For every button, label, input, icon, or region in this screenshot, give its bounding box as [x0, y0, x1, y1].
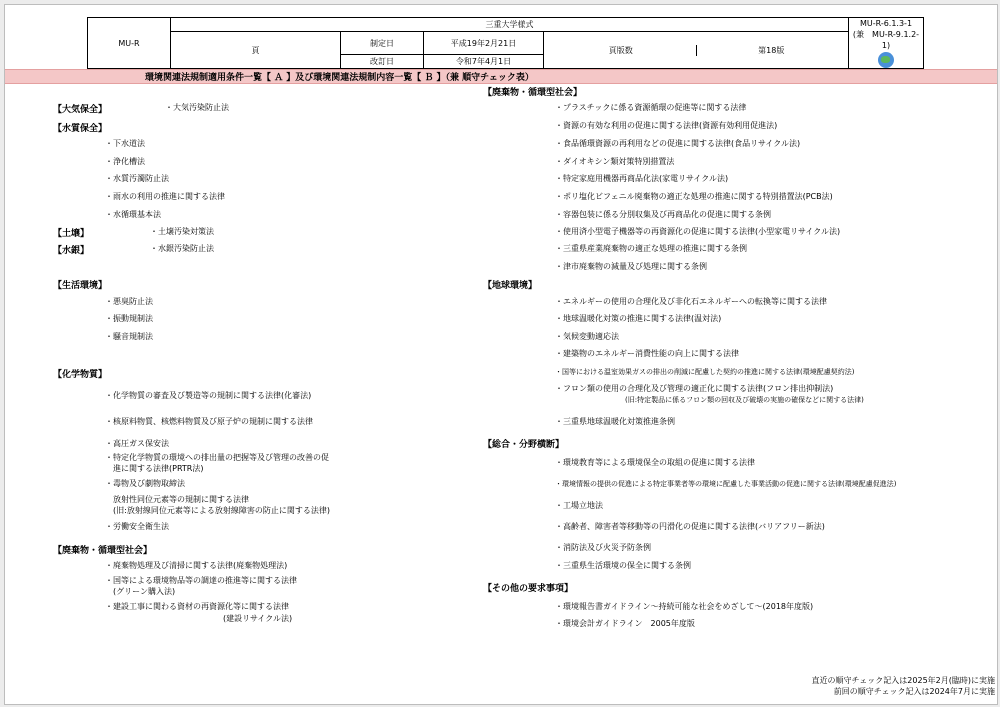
established-date: 平成19年2月21日: [424, 32, 544, 55]
water-law: ・浄化槽法: [105, 157, 145, 166]
water-law: ・雨水の利用の推進に関する法律: [105, 192, 225, 201]
waste-law: ・資源の有効な利用の促進に関する法律(資源有効利用促進法): [555, 121, 778, 130]
waste-law: ・廃棄物処理及び清掃に関する法律(廃棄物処理法): [105, 561, 288, 570]
water-heading: 【水質保全】: [53, 124, 108, 134]
living-heading: 【生活環境】: [53, 281, 108, 291]
living-law: ・振動規制法: [105, 314, 153, 323]
waste-law: ・ポリ塩化ビフェニル廃棄物の適正な処理の推進に関する特別措置法(PCB法): [555, 192, 833, 201]
chem-law: ・化学物質の審査及び製造等の規制に関する法律(化審法): [105, 391, 312, 400]
chem-law: ・毒物及び劇物取締法: [105, 479, 185, 488]
living-law: ・騒音規制法: [105, 332, 153, 341]
waste-law: ・食品循環資源の再利用などの促進に関する法律(食品リサイクル法): [555, 139, 801, 148]
general-law: ・工場立地法: [555, 501, 603, 510]
living-law: ・悪臭防止法: [105, 297, 153, 306]
general-heading: 【総合・分野横断】: [483, 440, 565, 450]
global-law: ・エネルギーの使用の合理化及び非化石エネルギーへの転換等に関する法律: [555, 297, 827, 306]
global-law: ・フロン類の使用の合理化及び管理の適正化に関する法律(フロン排出抑制法): [555, 384, 834, 393]
general-law: ・環境教育等による環境保全の取組の促進に関する法律: [555, 458, 755, 467]
chem-law: ・高圧ガス保安法: [105, 439, 169, 448]
document-page: [4, 4, 998, 705]
previous-check-note: 前回の順守チェック記入は2024年7月に実施: [833, 687, 995, 696]
last-check-note: 直近の順守チェック記入は2025年2月(臨時)に実施: [811, 676, 995, 685]
page-label: 頁: [171, 32, 341, 69]
chem-law: 放射性同位元素等の規制に関する法律: [105, 495, 249, 504]
global-law: ・地球温暖化対策の推進に関する法律(温対法): [555, 314, 722, 323]
general-law: ・高齢者、障害者等移動等の円滑化の促進に関する法律(バリアフリー新法): [555, 522, 825, 531]
waste-law: ・ダイオキシン類対策特別措置法: [555, 157, 675, 166]
global-law: ・国等における温室効果ガスの排出の削減に配慮した契約の推進に関する法律(環境配慮契約法): [555, 368, 855, 376]
total-pages-label: 頁版数: [608, 45, 633, 55]
chem-law: ・特定化学物質の環境への排出量の把握等及び管理の改善の促: [105, 453, 329, 462]
doc-number: MU-R-6.1.3-1: [859, 19, 913, 28]
air-law: ・大気汚染防止法: [165, 103, 229, 112]
general-law: ・環境情報の提供の促進による特定事業者等の環境に配慮した事業活動の促進に関する法律(環境配慮促進法): [555, 480, 897, 488]
waste-law: ・国等による環境物品等の調達の推進等に関する法律: [105, 576, 297, 585]
total-pages-cell: [544, 32, 849, 69]
waste-law: ・津市廃棄物の減量及び処理に関する条例: [555, 262, 707, 271]
waste-heading-left: 【廃棄物・循環型社会】: [53, 546, 153, 556]
water-law: ・水質汚濁防止法: [105, 174, 169, 183]
waste-law: ・三重県産業廃棄物の適正な処理の推進に関する条例: [555, 244, 747, 253]
doc-number-cell: [849, 18, 924, 69]
global-heading: 【地球環境】: [483, 281, 538, 291]
other-heading: 【その他の要求事項】: [483, 584, 574, 594]
waste-law: ・建設工事に関わる資材の再資源化等に関する法律: [105, 602, 289, 611]
waste-heading-right: 【廃棄物・循環型社会】: [483, 88, 583, 98]
waste-law: ・プラスチックに係る資源循環の促進等に関する法律: [555, 103, 747, 112]
water-law: ・下水道法: [105, 139, 145, 148]
general-law: ・三重県生活環境の保全に関する条例: [555, 561, 691, 570]
chem-heading: 【化学物質】: [53, 370, 108, 380]
mercury-heading: 【水銀】: [53, 246, 90, 256]
water-law: ・水循環基本法: [105, 210, 161, 219]
soil-law: ・土壌汚染対策法: [150, 227, 214, 236]
waste-law: ・容器包装に係る分別収集及び再商品化の促進に関する条例: [555, 210, 771, 219]
page-title: 環境関連法規制適用条件一覧【 Ａ 】及び環境関連法規制内容一覧【 Ｂ 】（兼 順守チェック表）: [145, 73, 534, 83]
revised-label: 改訂日: [341, 55, 424, 69]
waste-law: ・使用済小型電子機器等の再資源化の促進に関する法律(小型家電リサイクル法): [555, 227, 841, 236]
chem-law: ・核原料物質、核燃料物質及び原子炉の規制に関する法律: [105, 417, 313, 426]
document-header-table: [87, 17, 924, 69]
doc-number-alt: (兼 MU-R-9.1.2-1): [852, 30, 920, 50]
global-law-note: (旧:特定製品に係るフロン類の回収及び破壊の実施の確保などに関する法律): [625, 396, 864, 404]
revised-date: 令和7年4月1日: [424, 55, 544, 69]
org-form: 三重大学様式: [171, 18, 849, 32]
waste-law: ・特定家庭用機器再商品化法(家電リサイクル法): [555, 174, 729, 183]
earth-logo-icon: [878, 52, 894, 68]
chem-law: 進に関する法律(PRTR法): [105, 464, 204, 473]
established-label: 制定日: [341, 32, 424, 55]
other-item: ・環境会計ガイドライン 2005年度版: [555, 619, 695, 628]
other-item: ・環境報告書ガイドライン～持続可能な社会をめざして～(2018年度版): [555, 602, 814, 611]
global-law: ・気候変動適応法: [555, 332, 619, 341]
global-law: ・建築物のエネルギー消費性能の向上に関する法律: [555, 349, 739, 358]
global-law: ・三重県地球温暖化対策推進条例: [555, 417, 675, 426]
chem-law: (旧:放射線同位元素等による放射線障害の防止に関する法律): [105, 506, 330, 515]
waste-law: (グリーン購入法): [105, 587, 176, 596]
general-law: ・消防法及び火災予防条例: [555, 543, 651, 552]
air-heading: 【大気保全】: [53, 105, 108, 115]
waste-law: (建設リサイクル法): [223, 614, 293, 623]
edition: 第18版: [696, 45, 847, 56]
mercury-law: ・水銀汚染防止法: [150, 244, 214, 253]
soil-heading: 【土壌】: [53, 229, 90, 239]
chem-law: ・労働安全衛生法: [105, 522, 169, 531]
doc-code: MU-R: [88, 18, 171, 69]
